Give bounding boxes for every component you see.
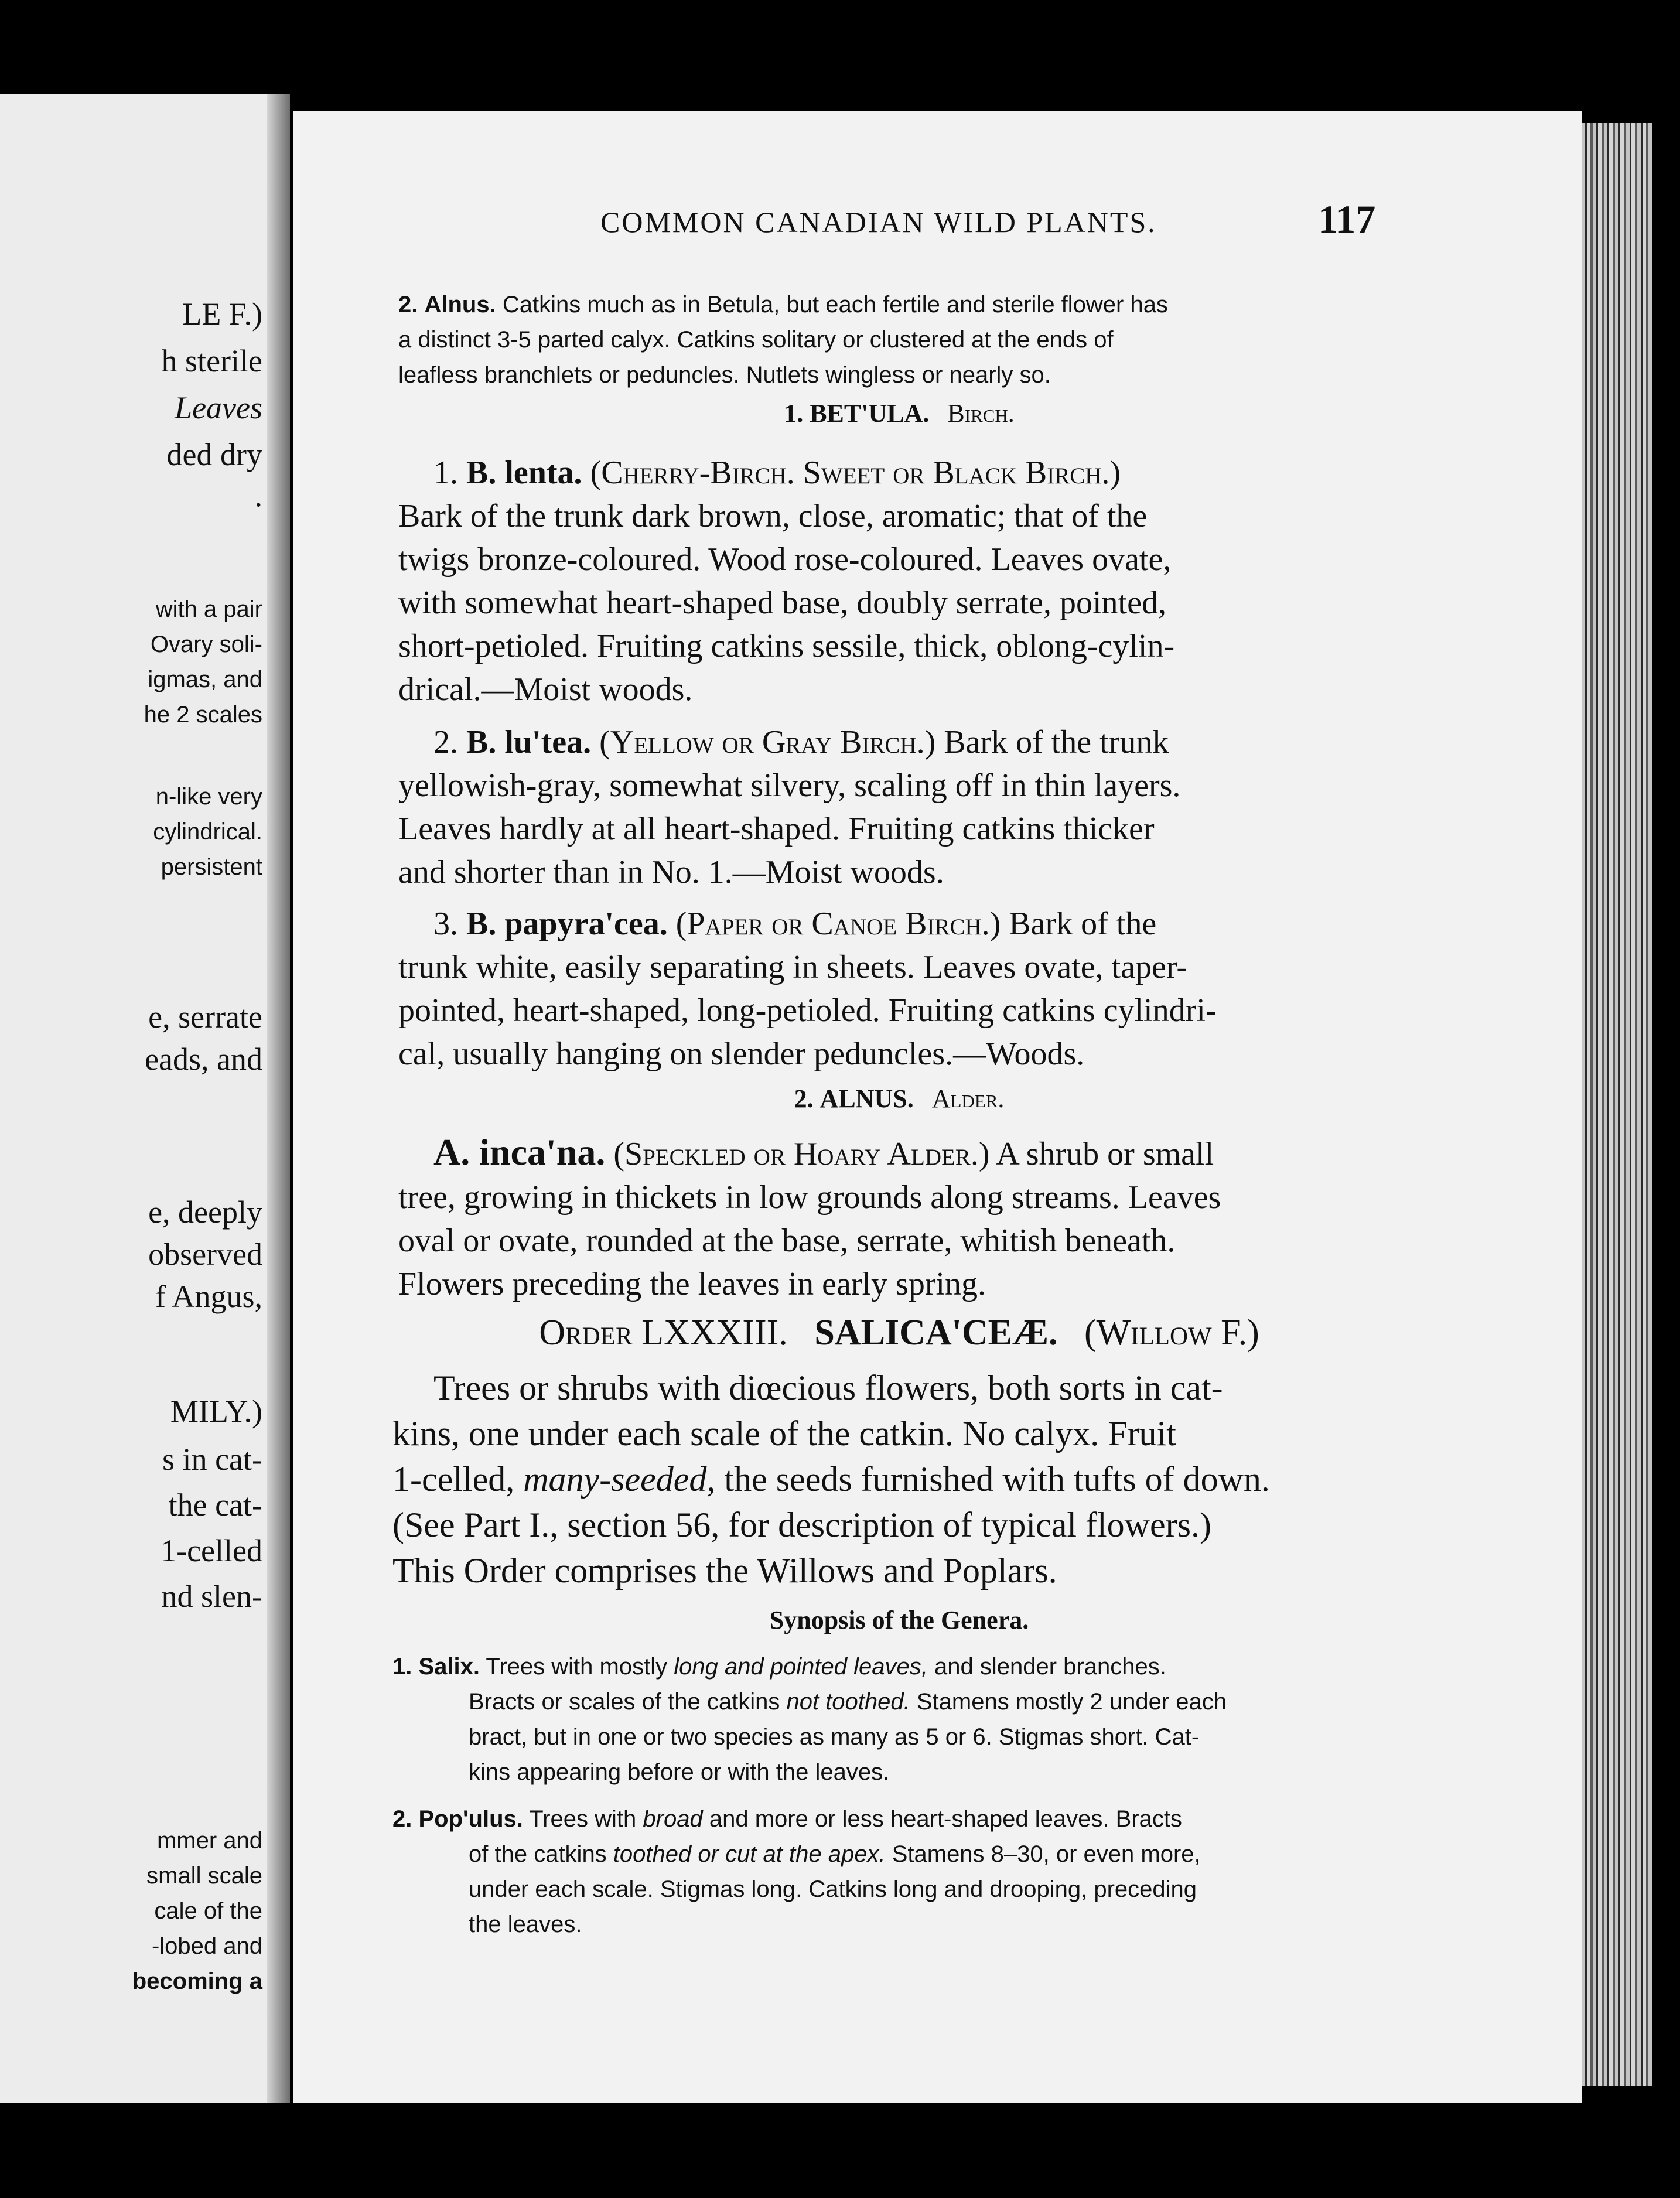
facing-page-line: mmer and: [156, 1828, 262, 1854]
note-line: a distinct 3-5 parted calyx. Catkins solitary or clustered at the ends of: [398, 327, 1114, 353]
note-genus: Alnus.: [424, 292, 496, 318]
synopsis-text: under each scale. Stigmas long. Catkins long and drooping, preceding: [469, 1876, 1197, 1902]
synopsis-entry: [392, 1649, 1394, 1790]
species-text-line: short-petioled. Fruiting catkins sessile, thick, oblong-cylin-: [398, 628, 1175, 664]
book-gutter: [267, 94, 290, 2103]
synopsis-text: Bracts or scales of the catkins: [469, 1689, 780, 1715]
species-common-name: (Speckled or Hoary Alder.): [613, 1136, 990, 1172]
running-header: COMMON CANADIAN WILD PLANTS.: [600, 206, 1157, 238]
facing-page-line: .: [254, 478, 262, 513]
synopsis-text-italic: broad: [643, 1806, 703, 1832]
genus-number: 2.: [794, 1084, 814, 1113]
species-name: B. lenta.: [466, 455, 582, 491]
facing-page-line: becoming a: [132, 1968, 262, 1994]
order-text-italic: many-seeded,: [523, 1460, 716, 1499]
synopsis-text: bract, but in one or two species as many as 5 or 6. Stigmas short. Cat-: [469, 1724, 1200, 1750]
species-name: B. lu'tea.: [466, 724, 592, 760]
order-heading: [398, 1312, 1400, 1354]
species-text-line: yellowish-gray, somewhat silvery, scaling off in thin layers.: [398, 767, 1181, 804]
species-text-line: Bark of the trunk: [944, 724, 1169, 760]
facing-page-line: ded dry: [166, 437, 262, 472]
species-text-line: oval or ovate, rounded at the base, serrate, whitish beneath.: [398, 1223, 1176, 1259]
synopsis-text: the leaves.: [469, 1912, 582, 1937]
facing-page-line: cale of the: [154, 1898, 262, 1924]
species-text-line: cal, usually hanging on slender peduncles.—Woods.: [398, 1036, 1085, 1072]
facing-page-line: observed: [148, 1237, 262, 1272]
species-name: B. papyra'cea.: [466, 906, 668, 942]
species-entry: [398, 721, 1400, 894]
synopsis-text: Trees with mostly: [486, 1654, 668, 1680]
species-number: 3.: [433, 906, 458, 942]
facing-page-line: MILY.): [170, 1394, 262, 1429]
species-text-line: A shrub or small: [996, 1136, 1214, 1172]
species-text-line: tree, growing in thickets in low grounds along streams. Leaves: [398, 1179, 1221, 1216]
facing-page-line: igmas, and: [148, 667, 262, 692]
species-text-line: pointed, heart-shaped, long-petioled. Fruiting catkins cylindri-: [398, 992, 1217, 1029]
species-common-name: (Paper or Canoe Birch.): [675, 906, 1001, 942]
note-line: leafless branchlets or peduncles. Nutlets wingless or nearly so.: [398, 362, 1051, 388]
facing-page-line: persistent: [161, 854, 262, 880]
facing-page-line: the cat-: [168, 1487, 262, 1523]
species-text-line: twigs bronze-coloured. Wood rose-coloured. Leaves ovate,: [398, 541, 1172, 578]
species-number: 2.: [433, 724, 458, 760]
synopsis-text-italic: not toothed.: [786, 1689, 910, 1715]
species-text-line: and shorter than in No. 1.—Moist woods.: [398, 854, 944, 890]
facing-page-line: s in cat-: [162, 1442, 262, 1477]
synopsis-title: Synopsis of the Genera.: [769, 1606, 1029, 1634]
synopsis-text: Trees with: [529, 1806, 637, 1832]
genus-number: 1.: [784, 399, 804, 428]
facing-page: [0, 94, 269, 2103]
genus-name: ALNUS.: [819, 1084, 914, 1113]
synopsis-text-italic: long and pointed leaves,: [674, 1654, 928, 1680]
order-text-line: the seeds furnished with tufts of down.: [724, 1460, 1270, 1499]
synopsis-genus: Pop'ulus.: [418, 1806, 523, 1832]
facing-page-line: eads, and: [145, 1042, 262, 1077]
species-text-line: trunk white, easily separating in sheets. Leaves ovate, taper-: [398, 949, 1188, 985]
synopsis-text: and more or less heart-shaped leaves. Bracts: [709, 1806, 1182, 1832]
species-text-line: with somewhat heart-shaped base, doubly serrate, pointed,: [398, 585, 1166, 621]
species-name: A. inca'na.: [433, 1131, 606, 1173]
order-text-line: This Order comprises the Willows and Poplars.: [392, 1551, 1057, 1590]
species-text-line: Bark of the: [1009, 906, 1157, 942]
page-number: 117: [1318, 197, 1376, 241]
facing-page-line: Ovary soli-: [150, 632, 262, 657]
genus-heading-betula: [398, 398, 1400, 428]
synopsis-number: 1.: [392, 1654, 412, 1680]
order-label: Order LXXXIII.: [539, 1313, 788, 1353]
order-text-line: 1-celled,: [392, 1460, 515, 1499]
species-entry: [398, 902, 1400, 1076]
species-number: 1.: [433, 455, 458, 491]
synopsis-number: 2.: [392, 1806, 412, 1832]
synopsis-text-italic: toothed or cut at the apex.: [613, 1841, 886, 1867]
genus-common-name: Alder.: [931, 1084, 1005, 1113]
facing-page-line: nd slen-: [161, 1579, 262, 1614]
facing-page-line: small scale: [146, 1863, 262, 1889]
synopsis-entry: [392, 1801, 1394, 1942]
order-text-line: (See Part I., section 56, for description of typical flowers.): [392, 1506, 1211, 1544]
note-line: Catkins much as in Betula, but each fertile and sterile flower has: [502, 292, 1168, 318]
genus-name: BET'ULA.: [810, 399, 930, 428]
order-text-line: kins, one under each scale of the catkin. No calyx. Fruit: [392, 1414, 1176, 1453]
genus-heading-alnus: [398, 1084, 1400, 1114]
order-name: SALICA'CEÆ.: [814, 1313, 1058, 1353]
order-description: [392, 1365, 1394, 1593]
order-family: (Willow F.): [1084, 1313, 1259, 1353]
species-entry: [398, 451, 1400, 711]
page-edges: [1576, 123, 1652, 2086]
genus-common-name: Birch.: [947, 399, 1015, 428]
facing-page-line: Leaves: [175, 390, 262, 425]
facing-page-line: with a pair: [155, 596, 262, 622]
synopsis-text: and slender branches.: [934, 1654, 1166, 1680]
note-number: 2.: [398, 292, 418, 318]
species-text-line: Leaves hardly at all heart-shaped. Fruiting catkins thicker: [398, 811, 1155, 847]
facing-page-line: cylindrical.: [153, 819, 262, 845]
synopsis-text: Stamens 8–30, or even more,: [892, 1841, 1201, 1867]
species-entry: [398, 1131, 1400, 1306]
facing-page-line: e, deeply: [148, 1194, 262, 1230]
facing-page-line: n-like very: [155, 784, 262, 810]
species-text-line: drical.—Moist woods.: [398, 671, 693, 708]
facing-page-line: e, serrate: [148, 999, 262, 1035]
synopsis-text: of the catkins: [469, 1841, 607, 1867]
facing-page-line: he 2 scales: [144, 702, 262, 728]
species-text-line: Bark of the trunk dark brown, close, aromatic; that of the: [398, 498, 1148, 534]
facing-page-line: 1-celled: [161, 1533, 262, 1568]
facing-page-line: f Angus,: [155, 1279, 262, 1314]
facing-page-line: h sterile: [161, 343, 262, 378]
synopsis-genus: Salix.: [418, 1654, 480, 1680]
synopsis-text: kins appearing before or with the leaves.: [469, 1759, 890, 1785]
facing-page-line: LE F.): [182, 296, 262, 332]
species-common-name: (Cherry-Birch. Sweet or Black Birch.): [590, 455, 1121, 491]
species-text-line: Flowers preceding the leaves in early spring.: [398, 1266, 986, 1302]
alnus-note: [398, 287, 1400, 392]
facing-page-line: -lobed and: [151, 1933, 262, 1959]
synopsis-text: Stamens mostly 2 under each: [916, 1689, 1227, 1715]
order-text-line: Trees or shrubs with diœcious flowers, both sorts in cat-: [433, 1368, 1223, 1407]
book-page: [293, 111, 1582, 2103]
species-common-name: (Yellow or Gray Birch.): [599, 724, 936, 760]
